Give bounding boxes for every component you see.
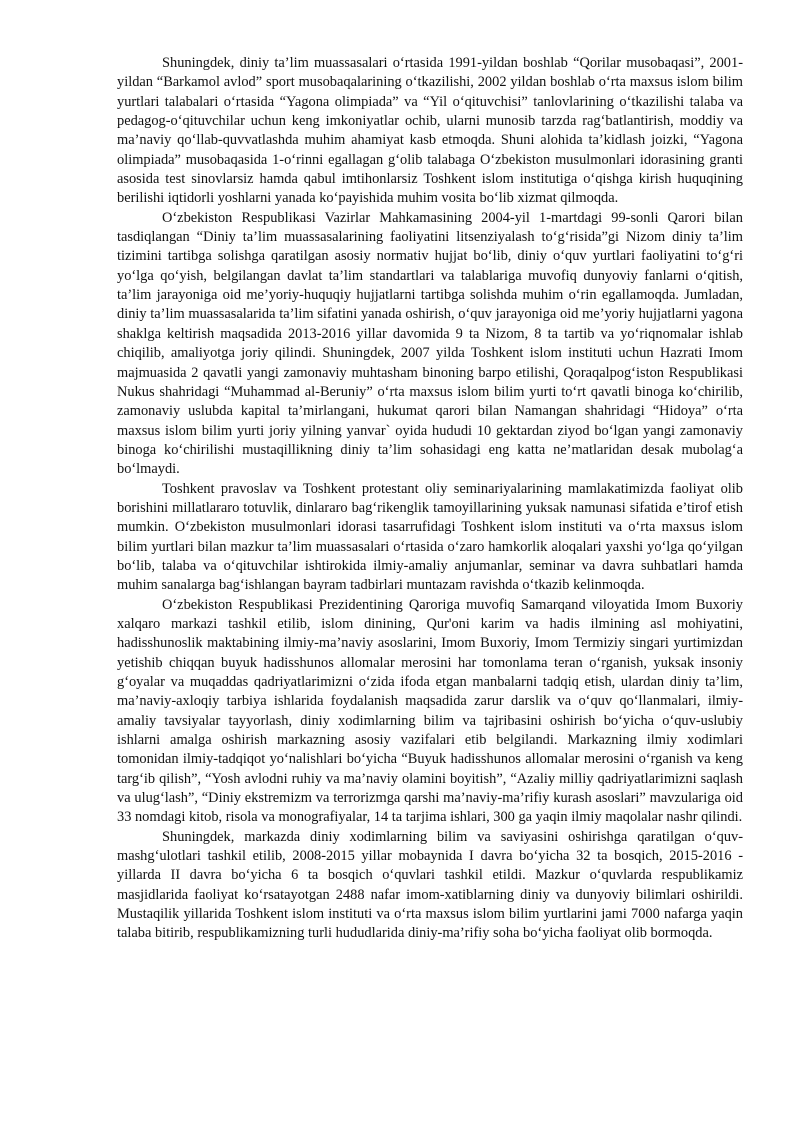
paragraph-2: O‘zbekiston Respublikasi Vazirlar Mahkamasining 2004-yil 1-martdagi 99-sonli Qarori bilan tasdiqlangan “Diniy ta’lim muassasalarining faoliyatini litsenziyalash to‘g‘risida”gi Nizom diniy ta’lim tizimini tartibga solishga qaratilgan asosiy normativ hujjat bo‘lib, diniy o‘quv yurtlari faoliyatini to‘g‘ri yo‘lga qo‘yish, belgilangan davlat ta’lim standartlari va talablariga muvofiq dunyoviy fanlarni o‘qitish, ta’lim jarayoniga oid me’yoriy-huquqiy hujjatlarni tartibga solishda muhim o‘rin egallamoqda. Jumladan, diniy ta’lim muassasalarida ta’lim sifatini yanada oshirish, o‘quv jarayoniga oid me’yoriy hujjatlarni yagona shaklga keltirish maqsadida 2013-2016 yillar davomida 9 ta Nizom, 8 ta tartib va yo‘riqnomalar ishlab chiqilib, amaliyotga joriy qilindi. Shuningdek, 2007 yilda Toshkent islom instituti uchun Hazrati Imom majmuasida 2 qavatli yangi zamonaviy muhtasham binoning barpo etilishi, Qoraqalpog‘iston Respublikasi Nukus shahridagi “Muhammad al-Beruniy” o‘rta maxsus islom bilim yurti to‘rt qavatli binoga ko‘chirilib, zamonaviy uslubda kapital ta’mirlangani, hukumat qarori bilan Namangan shahridagi “Hidoya” o‘rta maxsus islom bilim yurti joriy yilning yanvar` oyida hududi 10 gektardan ziyod bo‘lgan yangi zamonaviy binoga ko‘chirilishi mustaqillikning diniy ta’lim sohasidagi eng katta ne’matlaridan desak mubolag‘a bo‘lmaydi. [117, 209, 743, 478]
document-page [117, 54, 743, 944]
paragraph-1: Shuningdek, diniy ta’lim muassasalari o‘rtasida 1991-yildan boshlab “Qorilar musobaqasi”, 2001-yildan “Barkamol avlod” sport musobaqalarining o‘tkazilishi, 2002 yildan boshlab o‘rta maxsus islom bilim yurtlari talabalari o‘rtasida “Yagona olimpiada” va “Yil o‘qituvchisi” tanlovlarining o‘tkazilishi talaba va pedagog-o‘qituvchilar uchun keng imkoniyatlar ochib, ularni munosib tarzda rag‘batlantirish, moddiy va ma’naviy qo‘llab-quvvatlashda muhim ahamiyat kasb etmoqda. Shuni alohida ta’kidlash joizki, “Yagona olimpiada” musobaqasida 1-o‘rinni egallagan g‘olib talabaga O‘zbekiston musulmonlari idorasining granti asosida test sinovlarsiz hamda qabul imtihonlarsiz Toshkent islom institutiga o‘qishga kirish huquqining berilishi iqtidorli yoshlarni yanada ko‘payishida muhim vosita bo‘lib xizmat qilmoqda. [117, 55, 743, 207]
paragraph-5: Shuningdek, markazda diniy xodimlarning bilim va saviyasini oshirishga qaratilgan o‘quv-mashg‘ulotlari tashkil etilib, 2008-2015 yillar mobaynida I davra bo‘yicha 32 ta bosqich, 2015-2016 - yillarda II davra bo‘yicha 6 ta bosqich o‘quvlari tashkil etildi. Mazkur o‘quvlarda respublikamiz masjidlarida faoliyat ko‘rsatayotgan 2488 nafar imom-xatiblarning diniy va dunyoviy bilimlari oshirildi. Mustaqilik yillarida Toshkent islom instituti va o‘rta maxsus islom bilim yurtlarini jami 7000 nafarga yaqin talaba bitirib, respublikamizning turli hududlarida diniy-ma’rifiy soha bo‘yicha faoliyat olib bormoqda. [117, 828, 743, 942]
paragraph-4: O‘zbekiston Respublikasi Prezidentining Qaroriga muvofiq Samarqand viloyatida Imom Buxoriy xalqaro markazi tashkil etilib, islom dinining, Qur'oni karim va hadis ilmining asl mohiyatini, hadisshunoslik maktabining ilmiy-ma’naviy asoslarini, Imom Buxoriy, Imom Termiziy singari yurtimizdan yetishib chiqqan buyuk hadisshunos allomalar merosini har tomonlama teran o‘rganish, yuksak insoniy g‘oyalar va muqaddas qadriyatlarimizni o‘zida ifoda etgan manbalarni tadqiq etish, ulardan diniy ta’lim, ma’naviy-axloqiy tarbiya ishlarida foydalanish maqsadida zarur darslik va o‘quv qo‘llanmalari, ilmiy-amaliy tavsiyalar tayyorlash, diniy xodimlarning bilim va tajribasini oshirish bo‘yicha o‘quv-uslubiy ishlarni amalga oshirish markazning asosiy vazifalari etib belgilandi. Markazning ilmiy xodimlari tomonidan ilmiy-tadqiqot yo‘nalishlari bo‘yicha “Buyuk hadisshunos allomalar merosini o‘rganish va keng targ‘ib qilish”, “Yosh avlodni ruhiy va ma’naviy olamini boyitish”, “Azaliy milliy qadriyatlarimizni saqlash va ulug‘lash”, “Diniy ekstremizm va terrorizmga qarshi ma’naviy-ma’rifiy kurash asoslari” mavzulariga oid 33 nomdagi kitob, risola va monografiyalar, 14 ta tarjima ishlari, 300 ga yaqin ilmiy maqolalar nashr qilindi. [117, 596, 743, 826]
paragraph-3: Toshkent pravoslav va Toshkent protestant oliy seminariyalarining mamlakatimizda faoliyat olib borishini millatlararo totuvlik, dinlararo bag‘rikenglik tamoyillarining yuksak namunasi sifatida e’tirof etish mumkin. O‘zbekiston musulmonlari idorasi tasarrufidagi Toshkent islom instituti va o‘rta maxsus islom bilim yurtlari bilan mazkur ta’lim muassasalari o‘rtasida o‘zaro hamkorlik aloqalari yaxshi yo‘lga qo‘yilgan bo‘lib, talaba va o‘qituvchilar ishtirokida ilmiy-amaliy anjumanlar, seminar va davra suhbatlari hamda muhim sanalarga bag‘ishlangan bayram tadbirlari muntazam ravishda o‘tkazib kelinmoqda. [117, 480, 743, 594]
